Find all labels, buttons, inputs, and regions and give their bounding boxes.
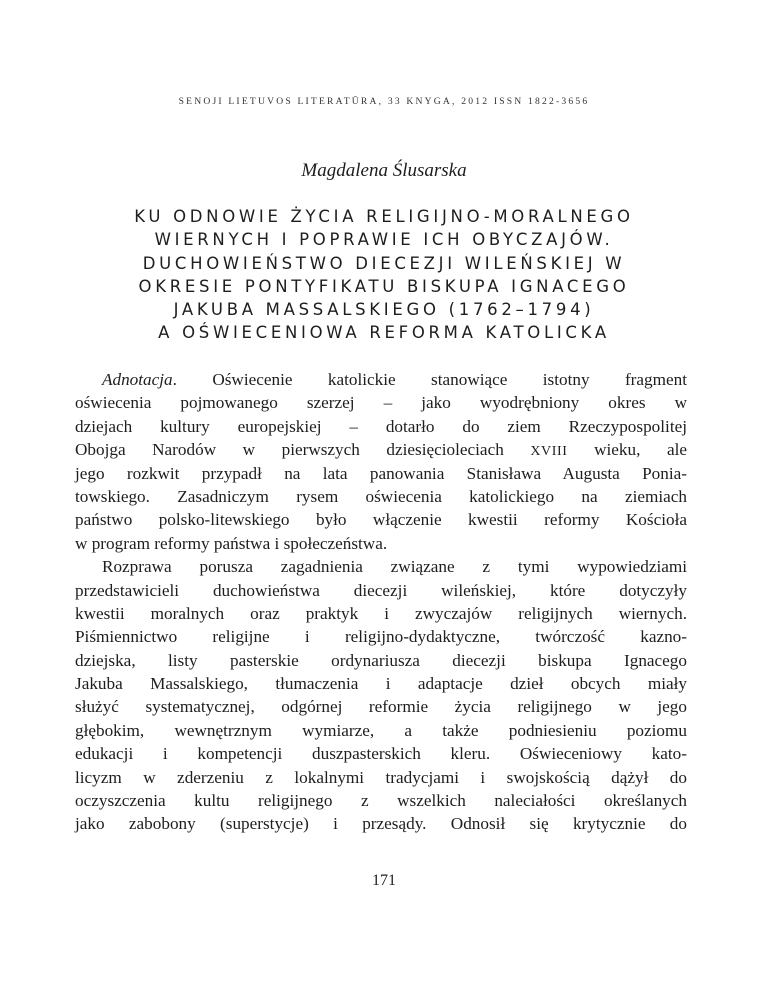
text-line: dziejska, listy pasterskie ordynariusza diecezji biskupa Ignacego (75, 650, 687, 670)
text-line: oczyszczenia kultu religijnego z wszelkich naleciałości określanych (75, 791, 687, 811)
text-line: Jakuba Massalskiego, tłumaczenia i adaptacje dzieł obcych miały (75, 674, 687, 694)
text-line: oświecenia pojmowanego szerzej – jako wyodrębniony okres w (75, 393, 687, 413)
text-line: dziejach kultury europejskiej – dotarło do ziem Rzeczypospolitej (75, 416, 687, 436)
author-name: Magdalena Ślusarska (301, 160, 467, 181)
title-line: OKRESIE PONTYFIKATU BISKUPA IGNACEGO (138, 276, 630, 296)
title-line: DUCHOWIEŃSTWO DIECEZJI WILEŃSKIEJ W (142, 253, 626, 273)
article-title (60, 205, 708, 345)
abstract-label: Adnotacja (102, 370, 173, 389)
title-line: JAKUBA MASSALSKIEGO (1762–1794) (173, 300, 595, 320)
page-number: 171 (372, 872, 396, 889)
text-line: towskiego. Zasadniczym rysem oświecenia katolickiego na ziemiach (75, 486, 687, 506)
text-line: państwo polsko-litewskiego było włączenie kwestii reformy Kościoła (75, 510, 687, 530)
text-line: przedstawicieli duchowieństwa diecezji wileńskiej, które dotyczyły (75, 580, 687, 600)
century-numeral: XVIII (530, 444, 568, 460)
running-header: SENOJI LIETUVOS LITERATŪRA, 33 KNYGA, 2012 ISSN 1822-3656 (178, 96, 590, 107)
text-line: Piśmiennictwo religijne i religijno-dydaktyczne, twórczość kazno- (75, 627, 687, 647)
text-line: w program reformy państwa i społeczeństwa. (75, 533, 388, 553)
abstract-body (75, 368, 687, 836)
text-line: edukacji i kompetencji duszpasterskich kleru. Oświeceniowy kato- (75, 744, 687, 764)
title-line: A OŚWIECENIOWA REFORMA KATOLICKA (158, 323, 610, 343)
title-line: WIERNYCH I POPRAWIE ICH OBYCZAJÓW. (154, 230, 614, 250)
text-line: Rozprawa porusza zagadnienia związane z tymi wypowiedziami (102, 557, 687, 577)
text-line: jako zabobony (superstycje) i przesądy. Odnosił się krytycznie do (75, 814, 687, 834)
text-line: Obojga Narodów w pierwszych dziesięcioleciach XVIII wieku, ale (75, 440, 687, 460)
text-line: licyzm w zderzeniu z lokalnymi tradycjami i swojskością dążył do (75, 767, 687, 787)
title-line: KU ODNOWIE ŻYCIA RELIGIJNO-MORALNEGO (134, 207, 634, 226)
text-line: kwestii moralnych oraz praktyk i zwyczajów religijnych wiernych. (75, 603, 687, 623)
text-line: głębokim, wewnętrznym wymiarze, a także podniesieniu poziomu (75, 720, 687, 740)
text-line: służyć systematycznej, odgórnej reformie życia religijnego w jego (75, 697, 687, 717)
text-line: Adnotacja. Oświecenie katolickie stanowiące istotny fragment (102, 370, 687, 389)
text-line: jego rozkwit przypadł na lata panowania Stanisława Augusta Ponia- (75, 463, 687, 483)
